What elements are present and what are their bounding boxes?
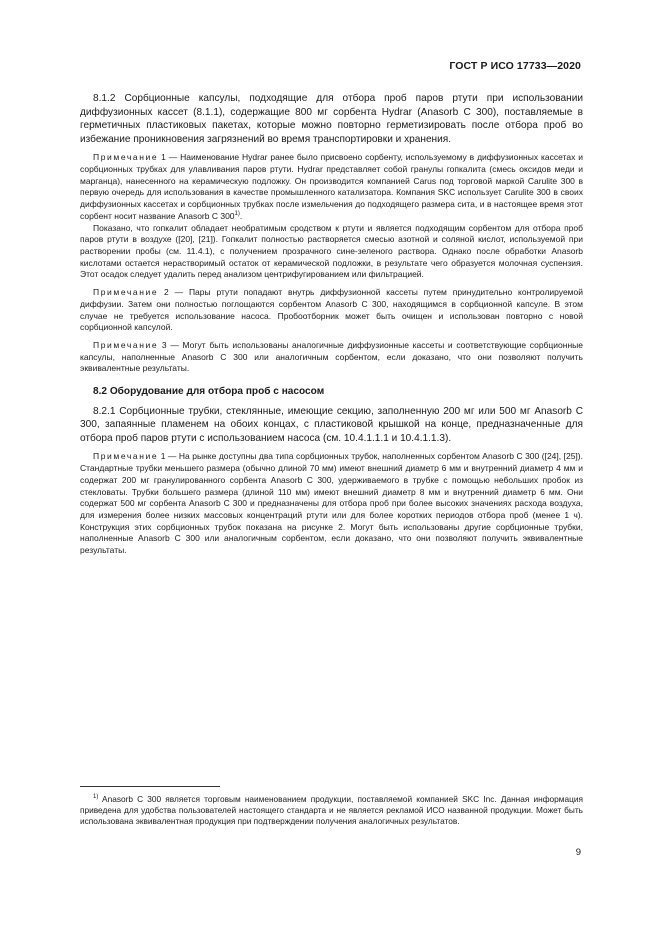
note-text: 2 — Пары ртути попадают внутрь диффузионной кассеты путем принудительно контролируемой диффузии. Затем они полностью поглощаются сорбентом Anasorb C 300, находящимся в сорбционной капсуле. В этом случае не требуется использование насоса. Пробоотборник может быть очищен и использован повторно с новой сорбционной капсулой. (80, 287, 583, 333)
note-label: Примечание (93, 339, 159, 350)
footnote-marker: 1) (93, 794, 99, 801)
document-body (80, 92, 583, 557)
footnote-text: Anasorb C 300 является торговым наименованием продукции, поставляемой компанией SKC Inc. Данная информация приведена для удобства пользователей настоящего стандарта и не является рекламой ИСО названной продукции. Может быть использована эквивалентная продукция при подтверждении получения аналогичных результатов. (80, 794, 583, 827)
note-2 (80, 287, 583, 334)
note-text: 1 — На рынке доступны два типа сорбционных трубок, наполненных сорбентом Anasorb C 300 ([24], [25]). Стандартные трубки меньшего размера (обычно длиной 70 мм) имеют внешний диаметр 6 мм и внутренний диаметр 4 мм и содержат 200 мг гранулированного сорбента Anasorb C 300, удерживаемого в трубке с помощью небольших пробок из стекловаты. Трубки большего размера (длиной 110 мм) имеют внешний диаметр 8 мм и внутренний диаметр 6 мм. Они содержат 500 мг сорбента Anasorb C 300 и предназначены для отбора проб при более высоких значениях расхода воздуха, для измерения более низких массовых концентраций ртути или для более коротких периодов отбора проб (менее 1 ч). Конструкция этих сорбционных трубок показана на рисунке 2. Могут быть использованы другие сорбционные трубки, наполненные Anasorb C 300 или аналогичным сорбентом, если доказано, что они позволяют получить эквивалентные результаты. (80, 451, 583, 556)
note-1 (80, 152, 583, 222)
paragraph-8-1-2: 8.1.2 Сорбционные капсулы, подходящие для отбора проб паров ртути при использовании диффузионных кассет (8.1.1), содержащие 800 мг сорбента Hydrar (Anasorb C 300), поставляемые в герметичных пластиковых пакетах, которые можно повторно герметизировать после отбора проб во избежание проникновения загрязнений во время транспортировки и хранения. (80, 93, 583, 145)
note-end: . (239, 210, 243, 221)
note-label: Примечание (93, 152, 159, 163)
note-1-continuation: Показано, что гопкалит обладает необратимым сродством к ртути и является подходящим сорбентом для отбора проб паров ртути в воздухе ([20], [21]). Гопкалит полностью растворяется смесью азотной и соляной кислот, используемой при растворении пробы (см. 11.4.1), с получением прозрачного сине-зеленого раствора. Однако после обработки Anasorb кислотами остается нерастворимый остаток от керамической подложки, в результате чего образуется молочная суспензия. Этот осадок следует удалить перед анализом центрифугированием или фильтрацией. (80, 222, 583, 280)
note-text: 3 — Могут быть использованы аналогичные диффузионные кассеты и соответствующие сорбционные капсулы, наполненные Anasorb C 300 или аналогичным сорбентом, если доказано, что они позволяют получить эквивалентные результаты. (80, 339, 583, 374)
section-title-8-2: 8.2 Оборудование для отбора проб с насосом (93, 386, 325, 398)
note-text: 1 — Наименование Hydrar ранее было присвоено сорбенту, используемому в диффузионных кассетах и сорбционных трубках для улавливания паров ртути. Hydrar представляет собой гранулы гопкалита (смесь оксидов меди и марганца), нанесенного на керамическую подложку. Он производится компанией Carus под торговой маркой Carulite 300 в первую очередь для использования в качестве промышленного катализатора. Компания SKC использует Carulite 300 в своих диффузионных кассетах и сорбционных трубках после измельчения до подходящего размера сита, и в настоящее время этот сорбент носит название Anasorb C 300 (80, 152, 583, 221)
paragraph-8-2-1: 8.2.1 Сорбционные трубки, стеклянные, имеющие секцию, заполненную 200 мг или 500 мг Anasorb C 300, запаянные пламенем на обоих концах, с пластиковой крышкой на конце, предназначенные для отбора проб паров ртути с использованием насоса (см. 10.4.1.1.1 и 10.4.1.1.3). (80, 405, 583, 444)
page-number: 9 (575, 847, 581, 858)
note-label: Примечание (93, 451, 159, 462)
note-label: Примечание (93, 287, 159, 298)
note-8-2-1 (80, 451, 583, 556)
footnote-separator (80, 786, 220, 787)
document-header: ГОСТ Р ИСО 17733—2020 (449, 60, 581, 72)
note-3 (80, 340, 583, 375)
footnote (80, 794, 583, 828)
footnote-ref: 1) (234, 211, 240, 218)
